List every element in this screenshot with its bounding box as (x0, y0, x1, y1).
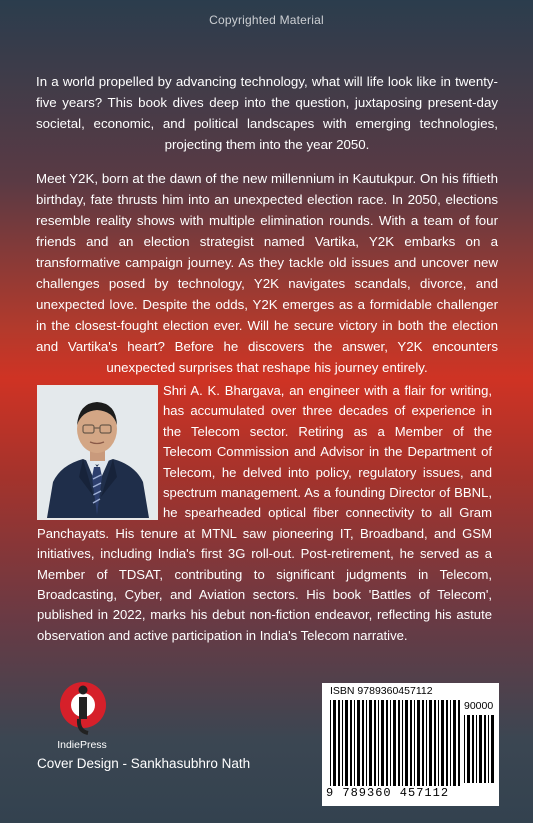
isbn-digits: 9 789360 457112 (326, 786, 450, 800)
isbn-barcode (330, 700, 462, 786)
isbn-label: ISBN 9789360457112 (330, 685, 433, 697)
blurb-paragraph-1: In a world propelled by advancing technology, what will life look like in twenty-five years? This book dives deep into the question, juxtaposing present-day societal, economic, and political landscapes with emerging technologies, projecting them into the year 2050. (36, 74, 498, 153)
publisher-name: IndiePress (57, 739, 107, 751)
cover-design-credit: Cover Design - Sankhasubhro Nath (37, 756, 251, 771)
blurb-paragraph-2: Meet Y2K, born at the dawn of the new millennium in Kautukpur. On his fiftieth birthday, fate thrusts him into an unexpected election race. In 2050, elections resemble reality shows with multiple elimination rounds. With a team of four friends and an election strategist named Vartika, Y2K embarks on a transformative campaign journey. As they tackle old issues and uncover new challenges posed by technology, Y2K navigates scandals, divorce, and unexpected love. Despite the odds, Y2K emerges as a formidable challenger in the closest-fought election ever. Will he secure victory in both the election and Vartika's heart? Before he discovers the answer, Y2K encounters unexpected surprises that reshape his journey entirely. (36, 171, 498, 376)
price-code: 90000 (464, 700, 494, 712)
indiepress-logo-icon (48, 675, 118, 739)
barcode-box (322, 683, 499, 806)
price-barcode (464, 715, 494, 783)
watermark: Copyrighted Material (209, 13, 324, 27)
author-bio-block (37, 381, 492, 646)
author-bio: Shri A. K. Bhargava, an engineer with a flair for writing, has accumulated over three decades of experience in the Telecom sector. Retiring as a Member of the Telecom Commission and Advisor in the Department of Telecom, he delved into policy, regulatory issues, and spectrum management. As a founding Director of BBNL, he spearheaded optical fiber connectivity to all Gram Panchayats. His tenure at MTNL saw pioneering IT, Broadband, and GSM initiatives, including India's first 3G roll-out. Post-retirement, he served as a Member of TDSAT, contributing to significant judgments in Telecom, Broadcasting, Cyber, and Aviation sectors. His book 'Battles of Telecom', published in 2022, marks his debut non-fiction endeavor, reflecting his astute observation and active participation in India's Telecom narrative. (37, 383, 492, 643)
